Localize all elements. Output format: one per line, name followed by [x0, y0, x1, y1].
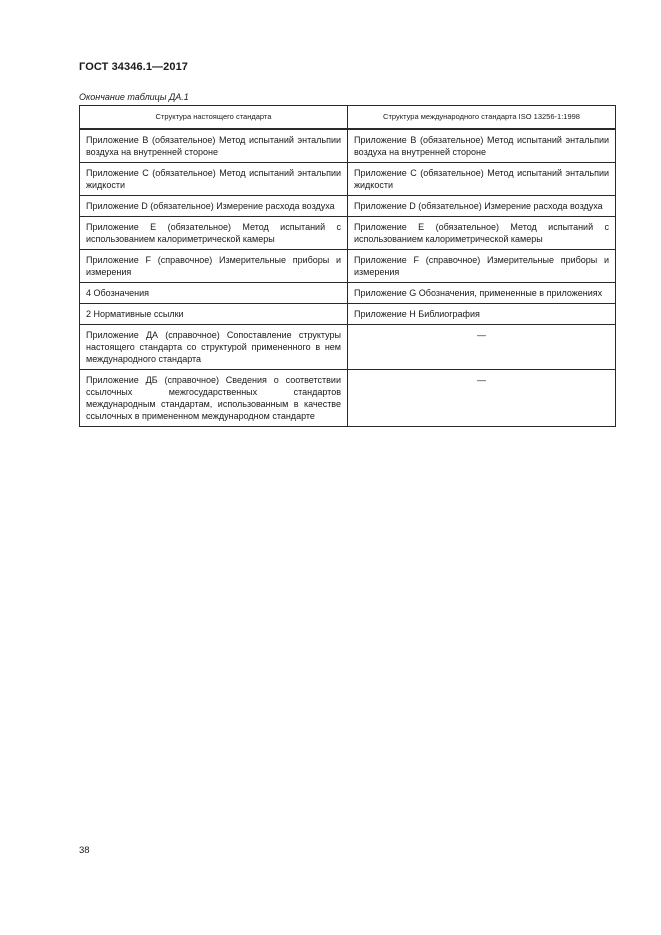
table-cell-national: 2 Нормативные ссылки	[80, 304, 348, 325]
comparison-table	[79, 105, 616, 427]
table-cell-national: Приложение Е (обязательное) Метод испытаний с использованием калориметрической камеры	[80, 217, 348, 250]
table-header-row	[80, 106, 616, 130]
table-cell-international: Приложение Е (обязательное) Метод испытаний с использованием калориметрической камеры	[348, 217, 616, 250]
table-cell-international: Приложение С (обязательное) Метод испытаний энтальпии жидкости	[348, 163, 616, 196]
table-caption: Окончание таблицы ДА.1	[79, 92, 189, 102]
table-row	[80, 283, 616, 304]
table-row	[80, 370, 616, 427]
table-row	[80, 163, 616, 196]
table-cell-international: Приложение G Обозначения, примененные в приложениях	[348, 283, 616, 304]
table-row	[80, 129, 616, 163]
table-cell-national: Приложение F (справочное) Измерительные приборы и измерения	[80, 250, 348, 283]
table-cell-national: Приложение В (обязательное) Метод испытаний энтальпии воздуха на внутренней стороне	[80, 129, 348, 163]
table-cell-international: —	[348, 370, 616, 427]
table-cell-national: Приложение D (обязательное) Измерение расхода воздуха	[80, 196, 348, 217]
table-row	[80, 325, 616, 370]
table-row	[80, 196, 616, 217]
column-header-national: Структура настоящего стандарта	[80, 106, 348, 130]
table-row	[80, 217, 616, 250]
table-row	[80, 304, 616, 325]
page-number: 38	[79, 845, 90, 856]
table-cell-international: Приложение Н Библиография	[348, 304, 616, 325]
table-cell-national: Приложение ДА (справочное) Сопоставление структуры настоящего стандарта со структурой примененного в нем международного стандарта	[80, 325, 348, 370]
table-row	[80, 250, 616, 283]
column-header-international: Структура международного стандарта ISO 13256-1:1998	[348, 106, 616, 130]
table-cell-national: Приложение С (обязательное) Метод испытаний энтальпии жидкости	[80, 163, 348, 196]
table-cell-international: —	[348, 325, 616, 370]
table-cell-international: Приложение D (обязательное) Измерение расхода воздуха	[348, 196, 616, 217]
table-cell-national: 4 Обозначения	[80, 283, 348, 304]
document-title: ГОСТ 34346.1—2017	[79, 61, 189, 73]
table-cell-national: Приложение ДБ (справочное) Сведения о соответствии ссылочных межгосударственных стандартов международным стандартам, использованным в качестве ссылочных в примененном международном стандарте	[80, 370, 348, 427]
table-cell-international: Приложение F (справочное) Измерительные приборы и измерения	[348, 250, 616, 283]
table-cell-international: Приложение В (обязательное) Метод испытаний энтальпии воздуха на внутренней стороне	[348, 129, 616, 163]
